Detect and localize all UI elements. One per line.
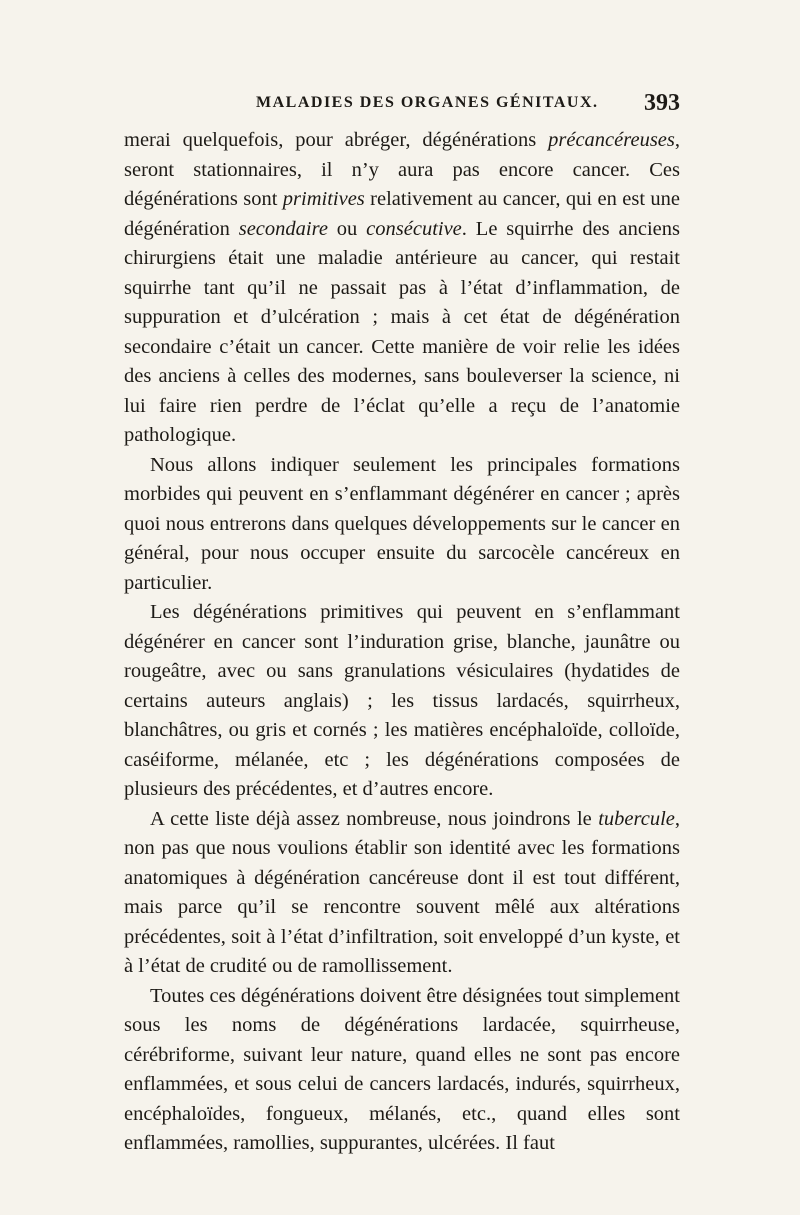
paragraph-1	[124, 126, 680, 451]
paragraph-5	[124, 982, 680, 1159]
paragraph-4	[124, 805, 680, 982]
italic-text-segment: tubercule	[598, 807, 675, 830]
text-segment: A cette liste déjà assez nombreuse, nous joindrons le	[150, 807, 599, 830]
text-segment: , non pas que nous voulions établir son identité avec les formations anatomiques à dégénération cancéreuse dont il est tout différent, mais parce qu’il se rencontre souvent mêlé aux altérations précédentes, soit à l’état d’infiltration, soit enveloppé d’un kyste, et à l’état de crudité ou de ramollissement.	[124, 807, 680, 977]
text-segment: . Le squirrhe des anciens chirurgiens était une maladie antérieure au cancer, qui restait squirrhe tant qu’il ne passait pas à l’état d’inflammation, de suppuration et d’ulcération ; mais à cet état de dégénération secondaire c’était un cancer. Cette manière de voir relie les idées des anciens à celles des modernes, sans bouleverser la science, ni lui faire rien perdre de l’éclat qu’elle a reçu de l’anatomie pathologique.	[124, 217, 680, 446]
italic-text-segment: primitives	[282, 188, 365, 210]
text-segment: Les dégénérations primitives qui peuvent en s’enflammant dégénérer en cancer sont l’induration grise, blanche, jaunâtre ou rougeâtre, avec ou sans granulations vésiculaires (hydatides de certains auteurs anglais) ; les tissus lardacés, squirrheux, blanchâtres, ou gris et cornés ; les matières encéphaloïde, colloïde, caséiforme, mélanée, etc ; les dégénérations composées de plusieurs des précédentes, et d’autres encore.	[124, 601, 680, 800]
book-page	[124, 92, 680, 1159]
page-number: 393	[644, 90, 680, 116]
running-title: MALADIES DES ORGANES GÉNITAUX.	[256, 94, 599, 111]
text-segment: ou	[327, 217, 367, 240]
running-header	[124, 92, 680, 122]
text-segment: Toutes ces dégénérations doivent être désignées tout simplement sous les noms de dégénérations lardacée, squirrheuse, cérébriforme, suivant leur nature, quand elles ne sont pas encore enflammées, et sous celui de cancers lardacés, indurés, squirrheux, encéphaloïdes, fongueux, mélanés, etc., quand elles sont enflammées, ramollies, suppurantes, ulcérées. Il faut	[124, 984, 680, 1154]
italic-text-segment: consécutive	[366, 217, 462, 240]
paragraph-3	[124, 598, 680, 805]
text-segment: , seront stationnaires, il n’y aura pas encore cancer. Ces dégénérations sont	[124, 129, 680, 210]
text-segment: relativement au cancer, qui en est une dégénération	[124, 188, 680, 240]
paragraph-2	[124, 451, 680, 599]
text-segment: merai quelquefois, pour abréger, dégénérations	[124, 129, 549, 151]
italic-text-segment: secondaire	[238, 217, 328, 240]
text-segment: Nous allons indiquer seulement les principales formations morbides qui peuvent en s’enflammant dégénérer en cancer ; après quoi nous entrerons dans quelques développements sur le cancer en général, pour nous occuper ensuite du sarcocèle cancéreux en particulier.	[124, 453, 680, 594]
italic-text-segment: précancéreuses	[548, 129, 675, 151]
body-text	[124, 126, 680, 1159]
